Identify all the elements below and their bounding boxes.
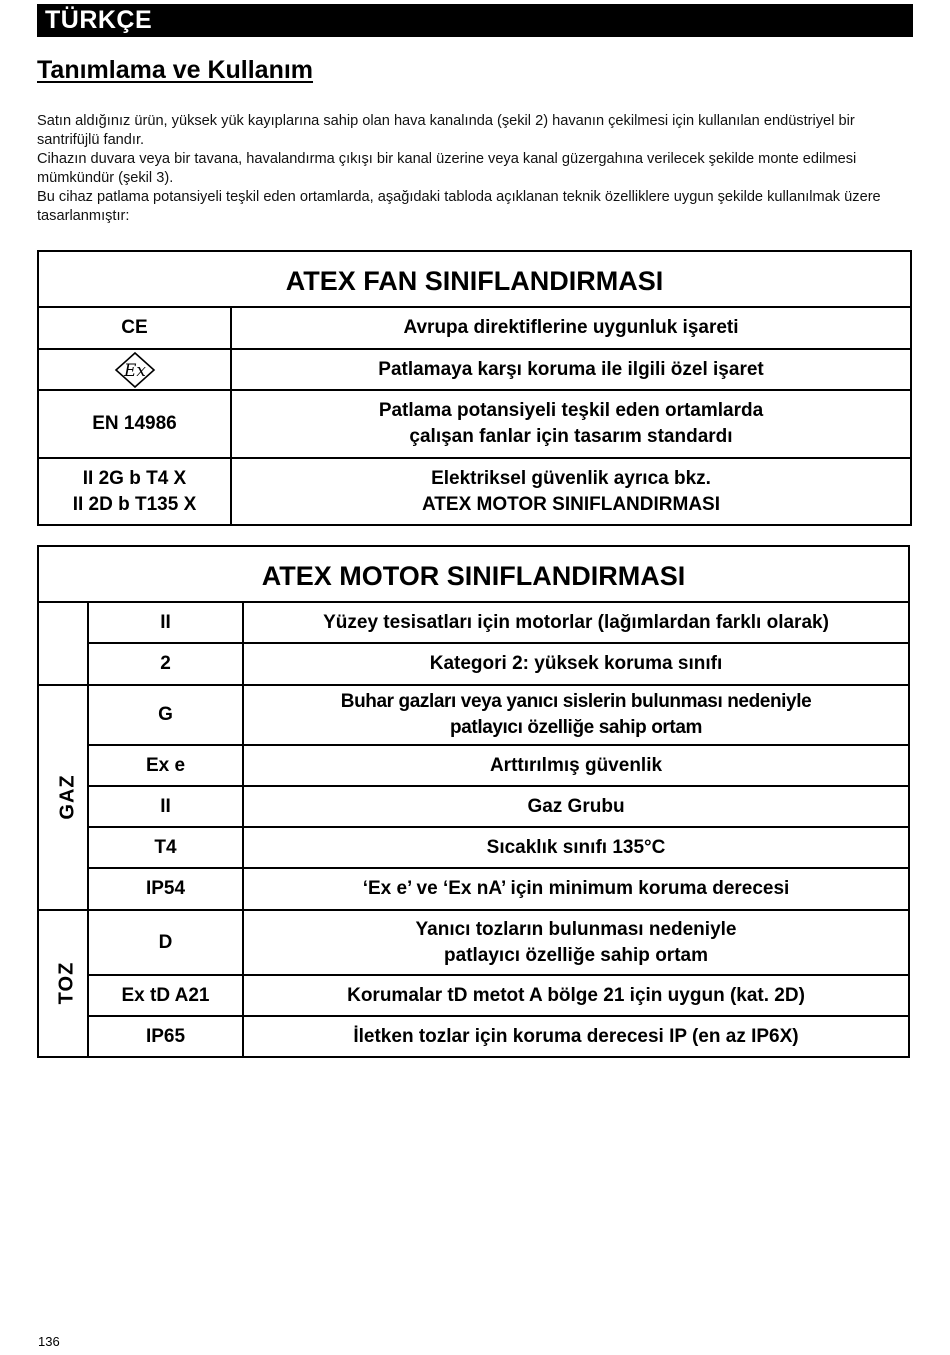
desc-line: Yanıcı tozların bulunması nedeniyle [415, 918, 737, 940]
motor-code-cell: G [88, 685, 243, 745]
fan-table-title: ATEX FAN SINIFLANDIRMASI [38, 251, 911, 307]
intro-text [37, 112, 915, 226]
fan-desc-cell [231, 458, 911, 525]
motor-code-cell: T4 [88, 827, 243, 868]
motor-desc-cell [243, 910, 909, 975]
intro-paragraph: Bu cihaz patlama potansiyeli teşkil eden ortamlarda, aşağıdaki tabloda açıklanan teknik özelliklere uygun şekilde kullanılmak üzere tasarlanmıştır: [37, 189, 881, 224]
motor-desc-cell: İletken tozlar için koruma derecesi IP (en az IP6X) [243, 1016, 909, 1057]
fan-desc-cell [231, 390, 911, 458]
table-row [38, 602, 909, 643]
motor-code-cell: II [88, 602, 243, 643]
motor-code-cell: IP65 [88, 1016, 243, 1057]
language-header: TÜRKÇE [37, 4, 913, 37]
group-cell-gas [38, 685, 88, 910]
motor-desc-cell: Sıcaklık sınıfı 135°C [243, 827, 909, 868]
motor-code-cell: Ex tD A21 [88, 975, 243, 1016]
desc-line: patlayıcı özelliğe sahip ortam [450, 717, 702, 738]
table-row [38, 349, 911, 390]
desc-line: çalışan fanlar için tasarım standardı [409, 426, 733, 447]
group-label-dust: TOZ [55, 961, 78, 1005]
fan-code-cell [38, 349, 231, 390]
code-line: II 2D b T135 X [72, 493, 197, 515]
section-title: Tanımlama ve Kullanım [37, 56, 314, 84]
table-row [38, 458, 911, 525]
fan-code-cell [38, 458, 231, 525]
table-row [38, 685, 909, 745]
motor-desc-cell: Yüzey tesisatları için motorlar (lağımlardan farklı olarak) [243, 602, 909, 643]
fan-desc-cell: Avrupa direktiflerine uygunluk işareti [231, 307, 911, 349]
intro-paragraph: Cihazın duvara veya bir tavana, havalandırma çıkışı bir kanal üzerine veya kanal güzergahına verilecek şekilde monte edilmesi mümkündür (şekil 3). [37, 151, 857, 186]
group-cell-empty [38, 602, 88, 685]
motor-desc-cell: Korumalar tD metot A bölge 21 için uygun (kat. 2D) [243, 975, 909, 1016]
table-row [38, 975, 909, 1016]
table-row [38, 643, 909, 685]
group-cell-dust [38, 910, 88, 1057]
motor-desc-cell: Arttırılmış güvenlik [243, 745, 909, 786]
motor-table-title: ATEX MOTOR SINIFLANDIRMASI [38, 546, 909, 602]
table-row [38, 307, 911, 349]
table-row [38, 1016, 909, 1057]
fan-desc-cell: Patlamaya karşı koruma ile ilgili özel işaret [231, 349, 911, 390]
atex-fan-table [37, 250, 912, 526]
svg-text:Ex: Ex [123, 360, 146, 381]
motor-desc-cell: Kategori 2: yüksek koruma sınıfı [243, 643, 909, 685]
table-row [38, 390, 911, 458]
table-row [38, 786, 909, 827]
intro-paragraph: Satın aldığınız ürün, yüksek yük kayıplarına sahip olan hava kanalında (şekil 2) havanın çekilmesi için kullanılan endüstriyel bir santrifüjlü fandır. [37, 113, 855, 148]
table-row [38, 868, 909, 910]
table-row [38, 910, 909, 975]
motor-desc-cell: ‘Ex e’ ve ‘Ex nA’ için minimum koruma derecesi [243, 868, 909, 910]
motor-code-cell: IP54 [88, 868, 243, 910]
group-label-gas: GAZ [56, 774, 79, 820]
table-row [38, 827, 909, 868]
motor-code-cell: II [88, 786, 243, 827]
desc-line: Buhar gazları veya yanıcı sislerin bulunması nedeniyle [340, 691, 812, 712]
motor-code-cell: D [88, 910, 243, 975]
code-line: II 2G b T4 X [82, 467, 187, 489]
desc-line: Patlama potansiyeli teşkil eden ortamlarda [378, 400, 764, 421]
fan-code-cell: CE [38, 307, 231, 349]
ex-mark-icon [114, 351, 156, 389]
motor-code-cell: Ex e [88, 745, 243, 786]
table-row [38, 745, 909, 786]
atex-motor-table [37, 545, 910, 1058]
desc-line: Elektriksel güvenlik ayrıca bkz. [431, 467, 711, 489]
desc-line: patlayıcı özelliğe sahip ortam [444, 944, 708, 966]
motor-desc-cell: Gaz Grubu [243, 786, 909, 827]
motor-desc-cell [243, 685, 909, 745]
page-number: 136 [38, 1334, 60, 1349]
fan-code-cell: EN 14986 [38, 390, 231, 458]
desc-line: ATEX MOTOR SINIFLANDIRMASI [421, 493, 721, 515]
motor-code-cell: 2 [88, 643, 243, 685]
